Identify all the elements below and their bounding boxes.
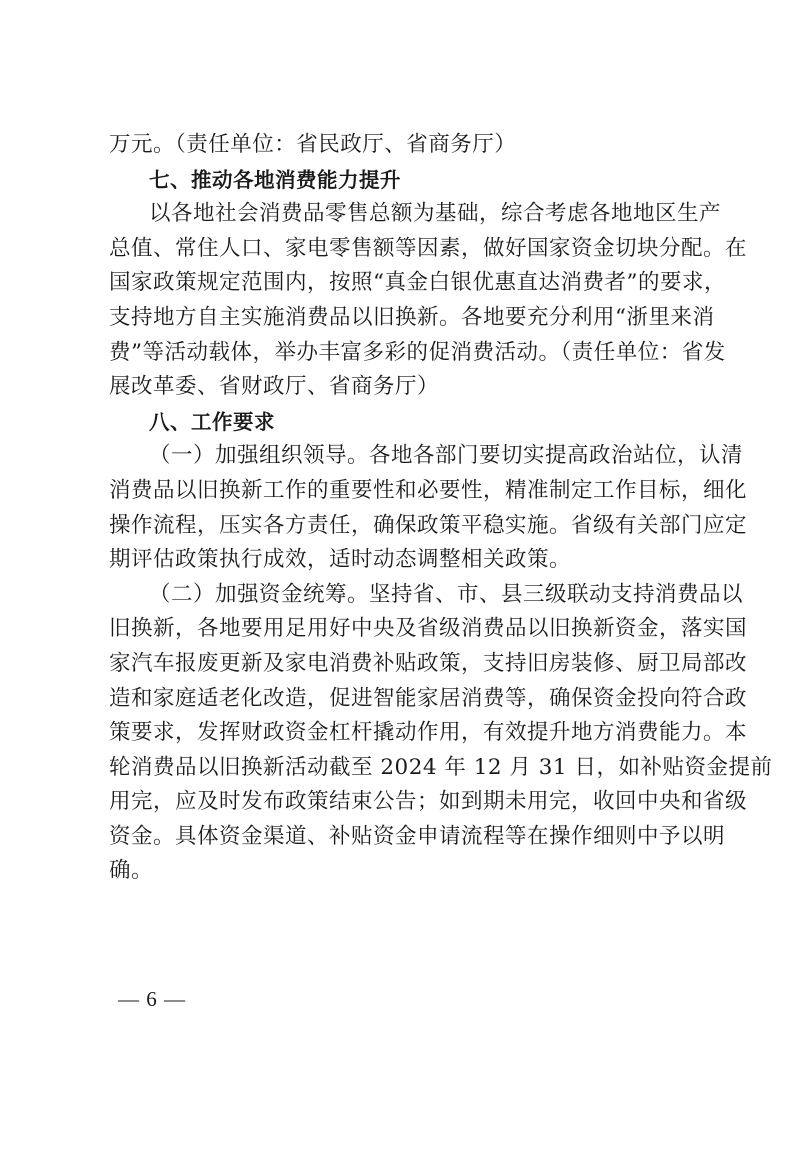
paragraph-line: 总值、常住人口、家电零售额等因素，做好国家资金切块分配。在	[109, 235, 748, 261]
paragraph-line: 万元。（责任单位：省民政厅、省商务厅）	[109, 132, 517, 157]
paragraph-line: 国家政策规定范围内，按照“真金白银优惠直达消费者”的要求，	[109, 270, 726, 296]
paragraph-line: 费”等活动载体，举办丰富多彩的促消费活动。（责任单位：省发	[109, 339, 726, 365]
paragraph-line	[109, 439, 744, 474]
paragraph-line: 旧换新，各地要用足用好中央及省级消费品以旧换新资金，落实国	[109, 616, 748, 642]
document-page	[109, 128, 773, 889]
page-number: — 6 —	[118, 987, 186, 1011]
section-heading-seven: 七、推动各地消费能力提升	[149, 167, 401, 192]
paragraph-line: 操作流程，压实各方责任，确保政策平稳实施。省级有关部门应定	[109, 512, 748, 538]
paragraph-line: 支持地方自主实施消费品以旧换新。各地要充分利用“浙里来消	[109, 304, 715, 330]
paragraph-line: 策要求，发挥财政资金杠杆撬动作用，有效提升地方消费能力。本	[109, 720, 748, 746]
subsection-lead: （一）加强组织领导。	[149, 443, 370, 469]
subsection-lead: （二）加强资金统筹。	[149, 581, 370, 607]
paragraph-line: 家汽车报废更新及家电消费补贴政策，支持旧房装修、厨卫局部改	[109, 650, 748, 676]
paragraph-line: 轮消费品以旧换新活动截至 2024 年 12 月 31 日，如补贴资金提前	[109, 754, 773, 780]
paragraph-line: 资金。具体资金渠道、补贴资金申请流程等在操作细则中予以明	[109, 823, 726, 849]
paragraph-line: 确。	[109, 858, 154, 884]
paragraph-line: 消费品以旧换新工作的重要性和必要性，精准制定工作目标，细化	[109, 477, 748, 503]
paragraph-line	[109, 578, 744, 613]
paragraph-line: 以各地社会消费品零售总额为基础，综合考虑各地地区生产	[149, 201, 722, 227]
paragraph-line: 造和家庭适老化改造，促进智能家居消费等，确保资金投向符合政	[109, 685, 748, 711]
paragraph-line: 用完，应及时发布政策结束公告；如到期未用完，收回中央和省级	[109, 789, 748, 815]
paragraph-line: 展改革委、省财政厅、省商务厅）	[109, 374, 440, 400]
paragraph-line: 期评估政策执行成效，适时动态调整相关政策。	[109, 547, 572, 573]
paragraph-text: 坚持省、市、县三级联动支持消费品以	[369, 581, 744, 607]
paragraph-text: 各地各部门要切实提高政治站位，认清	[369, 443, 744, 469]
section-heading-eight: 八、工作要求	[149, 409, 275, 434]
